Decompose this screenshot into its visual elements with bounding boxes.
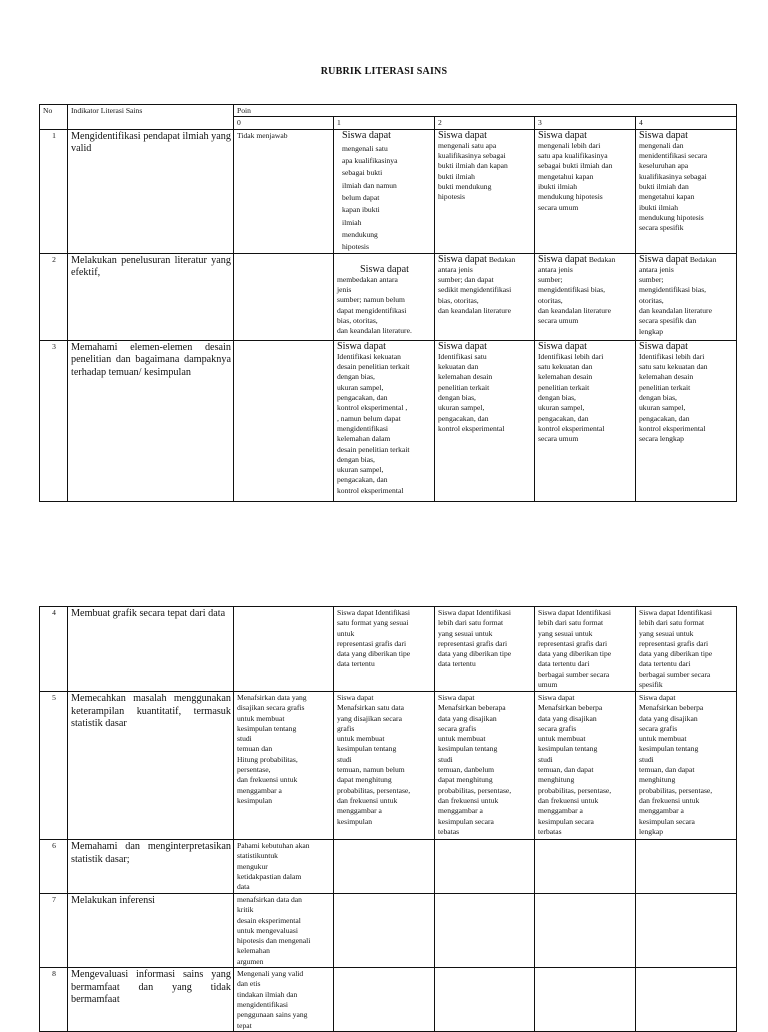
row-number: 8 bbox=[40, 968, 68, 1032]
cell-line: mendukung bbox=[342, 229, 378, 239]
cell-line: bias, otoritas, bbox=[438, 295, 479, 305]
cell-line: penelitian terkait bbox=[438, 382, 490, 392]
score-0-cell bbox=[234, 253, 334, 340]
cell-line: ibukti ilmiah bbox=[538, 182, 578, 192]
cell-line: sumber; namun belum bbox=[337, 295, 405, 305]
cell-line: bukti ilmiah dan bbox=[639, 182, 689, 192]
score-3-cell bbox=[535, 894, 636, 968]
cell-line: dapat menghitung bbox=[337, 775, 392, 785]
cell-line: membedakan antara bbox=[337, 274, 398, 284]
cell-line: dengan bias, bbox=[438, 393, 476, 403]
cell-line: dan etis bbox=[237, 979, 261, 989]
score-2-cell bbox=[435, 253, 535, 340]
header-points: Poin bbox=[234, 105, 737, 117]
cell-line: Siswa dapat bbox=[538, 693, 575, 702]
cell-line: satu format yang sesuai bbox=[337, 618, 409, 628]
cell-line: untuk bbox=[337, 628, 355, 638]
cell-line: secara spesifik dan bbox=[639, 316, 697, 326]
cell-line: data tertentu dari bbox=[639, 659, 691, 669]
row-number: 5 bbox=[40, 692, 68, 840]
cell-line: probabilitas, persentase, bbox=[438, 785, 512, 795]
score-2-cell bbox=[435, 340, 535, 501]
cell-line: kesimpulan secara bbox=[538, 816, 594, 826]
cell-line: Siswa dapat bbox=[438, 253, 487, 265]
cell-line: persentase, bbox=[237, 765, 271, 775]
cell-line: mengidentifikasi bbox=[237, 999, 289, 1009]
cell-line: apa kualifikasinya bbox=[342, 156, 398, 166]
cell-line: mendukung hipotesis bbox=[639, 212, 704, 222]
cell-line: penggunaan sains yang bbox=[237, 1010, 308, 1020]
score-3-cell bbox=[535, 840, 636, 894]
cell-line: sebagai bukti ilmiah dan bbox=[538, 161, 613, 171]
cell-line: Siswa dapat Identifikasi bbox=[538, 608, 611, 617]
cell-line: antara jenis bbox=[438, 264, 473, 274]
cell-line: bias, otoritas, bbox=[337, 316, 378, 326]
score-4-cell bbox=[636, 129, 737, 253]
cell-line: Siswa dapat bbox=[639, 129, 688, 141]
cell-line: representasi grafis dari bbox=[337, 638, 407, 648]
cell-line: Siswa dapat bbox=[639, 340, 688, 352]
cell-line: kesimpulan secara bbox=[639, 816, 695, 826]
indicator-text: Memecahkan masalah menggunakan keterampilan kuantitatif, termasuk statistik dasar bbox=[68, 692, 234, 840]
cell-line: otoritas, bbox=[538, 295, 563, 305]
cell-line: Siswa dapat bbox=[337, 340, 386, 352]
score-0-cell bbox=[234, 692, 334, 840]
cell-line: dan frekuensi untuk bbox=[639, 795, 700, 805]
cell-line: jenis bbox=[337, 285, 352, 295]
indicator-text: Mengidentifikasi pendapat ilmiah yang valid bbox=[68, 129, 234, 253]
cell-line: Menafsirkan beberapa bbox=[438, 703, 506, 713]
cell-line: Siswa dapat bbox=[639, 693, 676, 702]
cell-line: menghitung bbox=[639, 775, 676, 785]
score-0-cell bbox=[234, 340, 334, 501]
cell-line: Bedakan bbox=[488, 254, 516, 264]
cell-line: kesimpulan tentang bbox=[538, 744, 598, 754]
cell-line: kontrol eksperimental bbox=[538, 423, 605, 433]
row-number: 1 bbox=[40, 129, 68, 253]
cell-line: kesimpulan tentang bbox=[237, 723, 297, 733]
score-4-cell bbox=[636, 840, 737, 894]
indicator-text: Melakukan penelusuran literatur yang efektif, bbox=[68, 253, 234, 340]
cell-line: Siswa dapat bbox=[438, 693, 475, 702]
cell-line: kesimpulan tentang bbox=[337, 744, 397, 754]
cell-line: menghitung bbox=[538, 775, 575, 785]
row-number: 3 bbox=[40, 340, 68, 501]
cell-line: penelitian terkait bbox=[639, 382, 691, 392]
cell-line: mengukur bbox=[237, 861, 268, 871]
cell-line: dengan bias, bbox=[337, 454, 375, 464]
cell-line: argumen bbox=[237, 956, 264, 966]
indicator-text: Memahami dan menginterpretasikan statistik dasar; bbox=[68, 840, 234, 894]
cell-line: mengetahui kapan bbox=[538, 171, 594, 181]
rubric-table-part-1 bbox=[39, 104, 737, 502]
cell-line: untuk mengevaluasi bbox=[237, 925, 298, 935]
cell-line: data yang disajikan bbox=[538, 713, 597, 723]
cell-line: kelemahan desain bbox=[538, 372, 593, 382]
header-no: No bbox=[40, 105, 68, 130]
table-row bbox=[40, 840, 737, 894]
score-2-cell bbox=[435, 692, 535, 840]
cell-line: ukuran sampel, bbox=[438, 403, 485, 413]
score-1-header: 1 bbox=[334, 117, 435, 129]
cell-line: secara spesifik bbox=[639, 223, 684, 233]
cell-line: dengan bias, bbox=[337, 372, 375, 382]
score-3-cell bbox=[535, 968, 636, 1032]
cell-line: data tertentu bbox=[438, 659, 476, 669]
score-0-cell bbox=[234, 129, 334, 253]
cell-line: berbagai sumber secara bbox=[639, 669, 711, 679]
table-row bbox=[40, 129, 737, 253]
cell-line: kapan ibukti bbox=[342, 205, 380, 215]
cell-line: Menafsirkan beberpa bbox=[639, 703, 704, 713]
score-2-header: 2 bbox=[435, 117, 535, 129]
cell-line: data yang diberikan tipe bbox=[538, 649, 612, 659]
cell-line: dapat menghitung bbox=[438, 775, 493, 785]
cell-line: , namun belum dapat bbox=[337, 413, 401, 423]
indicator-text: Mengevaluasi informasi sains yang bermamfaat dan yang tidak bermamfaat bbox=[68, 968, 234, 1032]
cell-line: dengan bias, bbox=[538, 393, 576, 403]
cell-line: secara lengkap bbox=[639, 434, 684, 444]
cell-line: tepat bbox=[237, 1020, 252, 1030]
cell-line: kesimpulan secara bbox=[438, 816, 494, 826]
score-4-cell bbox=[636, 968, 737, 1032]
cell-line: ketidakpastian dalam bbox=[237, 871, 302, 881]
cell-line: disajikan secara grafis bbox=[237, 703, 305, 713]
cell-line: kontrol eksperimental bbox=[438, 423, 505, 433]
cell-line: dan keandalan literature bbox=[438, 306, 511, 316]
cell-line: mengidentifikasi bias, bbox=[538, 285, 606, 295]
cell-line: yang disajikan secara bbox=[337, 713, 402, 723]
cell-line: kualifikasinya sebagai bbox=[438, 151, 506, 161]
cell-line: Siswa dapat Identifikasi bbox=[438, 608, 511, 617]
cell-line: ukuran sampel, bbox=[538, 403, 585, 413]
cell-line: lebih dari satu format bbox=[639, 618, 705, 628]
cell-line: ibukti ilmiah bbox=[639, 202, 679, 212]
cell-line: lengkap bbox=[639, 826, 664, 836]
cell-line: dengan bias, bbox=[639, 393, 677, 403]
cell-line: probabilitas, persentase, bbox=[337, 785, 411, 795]
cell-line: Hitung probabilitas, bbox=[237, 754, 298, 764]
row-number: 7 bbox=[40, 894, 68, 968]
score-4-cell bbox=[636, 607, 737, 692]
cell-line: pengacakan, dan bbox=[538, 413, 589, 423]
cell-line: hipotesis bbox=[342, 242, 370, 252]
cell-line: secara grafis bbox=[538, 723, 577, 733]
cell-line: bukti ilmiah bbox=[438, 171, 475, 181]
cell-line: bukti ilmiah dan kapan bbox=[438, 161, 508, 171]
cell-line: kelemahan dalam bbox=[337, 434, 391, 444]
cell-line: desain eksperimental bbox=[237, 915, 301, 925]
cell-line: yang sesuai untuk bbox=[538, 628, 593, 638]
cell-line: yang sesuai untuk bbox=[438, 628, 493, 638]
score-0-cell bbox=[234, 894, 334, 968]
row-number: 6 bbox=[40, 840, 68, 894]
score-2-cell bbox=[435, 840, 535, 894]
cell-line: sumber; dan dapat bbox=[438, 275, 494, 285]
rubric-table-part-2 bbox=[39, 606, 737, 1032]
cell-line: terbatas bbox=[538, 826, 562, 836]
cell-line: menggambar a bbox=[438, 806, 483, 816]
cell-line: menidentifikasi secara bbox=[639, 151, 708, 161]
cell-line: Identifikasi satu bbox=[438, 351, 487, 361]
score-1-cell bbox=[334, 692, 435, 840]
cell-line: mengetahui kapan bbox=[639, 192, 695, 202]
cell-line: hipotesis bbox=[438, 192, 466, 202]
cell-line: secara umum bbox=[538, 316, 579, 326]
cell-line: spesifik bbox=[639, 680, 663, 690]
cell-line: kontrol eksperimental bbox=[639, 423, 706, 433]
cell-line: menggambar a bbox=[337, 806, 382, 816]
cell-line: pengacakan, dan bbox=[438, 413, 489, 423]
cell-line: representasi grafis dari bbox=[639, 638, 709, 648]
score-0-cell bbox=[234, 840, 334, 894]
cell-line: temuan, dan dapat bbox=[639, 765, 695, 775]
score-0-header: 0 bbox=[234, 117, 334, 129]
cell-line: Siswa dapat bbox=[337, 693, 374, 702]
cell-line: Bedakan bbox=[689, 254, 717, 264]
cell-line: secara grafis bbox=[438, 723, 477, 733]
indicator-text: Melakukan inferensi bbox=[68, 894, 234, 968]
cell-line: otoritas, bbox=[639, 295, 664, 305]
cell-line: untuk membuat bbox=[237, 713, 285, 723]
cell-line: sumber; bbox=[639, 275, 664, 285]
cell-line: sebagai bukti bbox=[342, 168, 383, 178]
cell-line: temuan dan bbox=[237, 744, 273, 754]
cell-line: untuk membuat bbox=[538, 734, 586, 744]
cell-line: Siswa dapat Identifikasi bbox=[337, 608, 410, 617]
score-3-cell bbox=[535, 129, 636, 253]
score-3-cell bbox=[535, 692, 636, 840]
cell-line: kualifikasinya sebagai bbox=[639, 171, 707, 181]
cell-line: Menafsirkan beberpa bbox=[538, 703, 603, 713]
indicator-text: Memahami elemen-elemen desain penelitian dan bagaimana dampaknya terhadap temuan/ kesimpulan bbox=[68, 340, 234, 501]
header-indicator: Indikator Literasi Sains bbox=[68, 105, 234, 130]
cell-line: ukuran sampel, bbox=[337, 465, 384, 475]
cell-line: kesimpulan bbox=[237, 795, 273, 805]
cell-line: dan frekuensi untuk bbox=[438, 795, 499, 805]
score-4-cell bbox=[636, 340, 737, 501]
cell-line: temuan, dan dapat bbox=[538, 765, 594, 775]
cell-line: umum bbox=[538, 680, 558, 690]
cell-line: berbagai sumber secara bbox=[538, 669, 610, 679]
table-row bbox=[40, 607, 737, 692]
cell-line: data bbox=[237, 882, 250, 892]
cell-line: pengacakan, dan bbox=[337, 475, 388, 485]
cell-line: studi bbox=[438, 754, 453, 764]
cell-line: Menafsirkan satu data bbox=[337, 703, 405, 713]
cell-line: data yang disajikan bbox=[438, 713, 497, 723]
cell-line: antara jenis bbox=[538, 264, 573, 274]
cell-line: studi bbox=[237, 734, 252, 744]
cell-line: lengkap bbox=[639, 326, 664, 336]
cell-line: Siswa dapat bbox=[342, 129, 391, 141]
score-4-cell bbox=[636, 253, 737, 340]
score-1-cell bbox=[334, 607, 435, 692]
cell-line: menggambar a bbox=[538, 806, 583, 816]
cell-line: studi bbox=[639, 754, 654, 764]
cell-line: untuk membuat bbox=[337, 734, 385, 744]
cell-line: Bedakan bbox=[588, 254, 616, 264]
score-0-cell bbox=[234, 607, 334, 692]
cell-line: tindakan ilmiah dan bbox=[237, 989, 298, 999]
cell-line: desain penelitian terkait bbox=[337, 362, 410, 372]
cell-line: data yang diberikan tipe bbox=[639, 649, 713, 659]
cell-line: Siswa dapat bbox=[438, 340, 487, 352]
indicator-text: Membuat grafik secara tepat dari data bbox=[68, 607, 234, 692]
cell-line: hipotesis dan mengenali bbox=[237, 936, 311, 946]
cell-line: satu satu kekuatan dan bbox=[639, 362, 708, 372]
cell-line: kelemahan desain bbox=[438, 372, 493, 382]
document-title: RUBRIK LITERASI SAINS bbox=[320, 66, 448, 77]
cell-line: yang sesuai untuk bbox=[639, 628, 694, 638]
cell-line: menggambar a bbox=[237, 785, 282, 795]
cell-line: satu apa kualifikasinya bbox=[538, 151, 608, 161]
score-3-cell bbox=[535, 253, 636, 340]
table-row bbox=[40, 253, 737, 340]
cell-line: Siswa dapat bbox=[360, 263, 409, 275]
cell-line: kritik bbox=[237, 905, 254, 915]
cell-line: dan keandalan literature. bbox=[337, 326, 412, 336]
cell-line: Pahami kebutuhan akan bbox=[237, 841, 310, 850]
score-1-cell bbox=[334, 129, 435, 253]
score-2-cell bbox=[435, 968, 535, 1032]
cell-line: ilmiah dan namun bbox=[342, 180, 397, 190]
cell-line: mengidentifikasi bias, bbox=[639, 285, 707, 295]
cell-line: secara umum bbox=[538, 434, 579, 444]
score-3-cell bbox=[535, 607, 636, 692]
cell-line: data yang diberikan tipe bbox=[337, 649, 411, 659]
row-number: 4 bbox=[40, 607, 68, 692]
cell-line: grafis bbox=[337, 723, 355, 733]
cell-line: studi bbox=[538, 754, 553, 764]
cell-line: Identifikasi kekuatan bbox=[337, 351, 401, 361]
cell-line: dan keandalan literature bbox=[538, 306, 611, 316]
cell-line: probabilitas, persentase, bbox=[639, 785, 713, 795]
cell-line: Identifikasi lebih dari bbox=[538, 351, 604, 361]
cell-line: Siswa dapat bbox=[538, 129, 587, 141]
cell-line: Menafsirkan data yang bbox=[237, 693, 307, 702]
cell-line: data yang disajikan bbox=[639, 713, 698, 723]
cell-line: probabilitas, persentase, bbox=[538, 785, 612, 795]
cell-line: antara jenis bbox=[639, 264, 674, 274]
cell-line: mengenali satu apa bbox=[438, 140, 497, 150]
score-1-cell bbox=[334, 968, 435, 1032]
cell-line: Siswa dapat bbox=[538, 253, 587, 265]
cell-line: tebatas bbox=[438, 826, 460, 836]
score-1-cell bbox=[334, 340, 435, 501]
cell-line: pengacakan, dan bbox=[639, 413, 690, 423]
cell-line: sumber; bbox=[538, 275, 563, 285]
cell-line: desain penelitian terkait bbox=[337, 444, 410, 454]
cell-line: Siswa dapat bbox=[639, 253, 688, 265]
cell-line: mengidentifikasi bbox=[337, 423, 389, 433]
score-4-cell bbox=[636, 692, 737, 840]
cell-line: Tidak menjawab bbox=[237, 130, 288, 140]
score-3-cell bbox=[535, 340, 636, 501]
cell-line: dapat mengidentifikasi bbox=[337, 305, 407, 315]
score-4-cell bbox=[636, 894, 737, 968]
cell-line: dan frekuensi untuk bbox=[337, 795, 398, 805]
cell-line: menggambar a bbox=[639, 806, 684, 816]
score-4-header: 4 bbox=[636, 117, 737, 129]
cell-line: keseluruhan apa bbox=[639, 161, 689, 171]
cell-line: lebih dari satu format bbox=[538, 618, 604, 628]
cell-line: ukuran sampel, bbox=[337, 382, 384, 392]
cell-line: bukti mendukung bbox=[438, 182, 492, 192]
cell-line: Siswa dapat bbox=[438, 129, 487, 141]
table-row bbox=[40, 340, 737, 501]
cell-line: secara grafis bbox=[639, 723, 678, 733]
cell-line: data tertentu dari bbox=[538, 659, 590, 669]
cell-line: temuan, namun belum bbox=[337, 765, 405, 775]
cell-line: kontrol eksperimental , bbox=[337, 403, 408, 413]
table-row bbox=[40, 692, 737, 840]
cell-line: Mengenali yang valid bbox=[237, 969, 304, 979]
cell-line: sedikit mengidentifikasi bbox=[438, 285, 512, 295]
cell-line: mengenali satu bbox=[342, 143, 388, 153]
cell-line: temuan, danbelum bbox=[438, 765, 495, 775]
cell-line: penelitian terkait bbox=[538, 382, 590, 392]
cell-line: data tertentu bbox=[337, 659, 375, 669]
cell-line: studi bbox=[337, 754, 352, 764]
cell-line: kontrol eksperimental bbox=[337, 485, 404, 495]
score-1-cell bbox=[334, 894, 435, 968]
table-row bbox=[40, 894, 737, 968]
cell-line: statistikuntuk bbox=[237, 851, 278, 861]
cell-line: Siswa dapat Identifikasi bbox=[639, 608, 712, 617]
cell-line: kesimpulan tentang bbox=[438, 744, 498, 754]
cell-line: representasi grafis dari bbox=[538, 638, 608, 648]
cell-line: kelemahan desain bbox=[639, 372, 694, 382]
cell-line: data yang diberikan tipe bbox=[438, 649, 512, 659]
cell-line: dan frekuensi untuk bbox=[538, 795, 599, 805]
cell-line: pengacakan, dan bbox=[337, 393, 388, 403]
cell-line: menafsirkan data dan bbox=[237, 895, 302, 904]
cell-line: lebih dari satu format bbox=[438, 618, 504, 628]
row-number: 2 bbox=[40, 253, 68, 340]
cell-line: untuk membuat bbox=[438, 734, 486, 744]
score-1-cell bbox=[334, 840, 435, 894]
table-row bbox=[40, 968, 737, 1032]
cell-line: dan frekuensi untuk bbox=[237, 775, 298, 785]
cell-line: dan keandalan literature bbox=[639, 306, 712, 316]
cell-line: ilmiah bbox=[342, 217, 362, 227]
cell-line: untuk membuat bbox=[639, 734, 687, 744]
score-2-cell bbox=[435, 894, 535, 968]
cell-line: mengenali lebih dari bbox=[538, 140, 601, 150]
cell-line: belum dapat bbox=[342, 193, 380, 203]
score-2-cell bbox=[435, 607, 535, 692]
cell-line: mengenali dan bbox=[639, 140, 684, 150]
cell-line: satu kekuatan dan bbox=[538, 362, 593, 372]
score-3-header: 3 bbox=[535, 117, 636, 129]
cell-line: kekuatan dan bbox=[438, 362, 479, 372]
cell-line: kesimpulan tentang bbox=[639, 744, 699, 754]
cell-line: ukuran sampel, bbox=[639, 403, 686, 413]
cell-line: Siswa dapat bbox=[538, 340, 587, 352]
cell-line: Identifikasi lebih dari bbox=[639, 351, 705, 361]
cell-line: kesimpulan bbox=[337, 816, 373, 826]
cell-line: mendukung hipotesis bbox=[538, 192, 603, 202]
cell-line: kelemahan bbox=[237, 946, 270, 956]
cell-line: representasi grafis dari bbox=[438, 638, 508, 648]
score-0-cell bbox=[234, 968, 334, 1032]
cell-line: secara umum bbox=[538, 202, 579, 212]
score-2-cell bbox=[435, 129, 535, 253]
score-1-cell bbox=[334, 253, 435, 340]
